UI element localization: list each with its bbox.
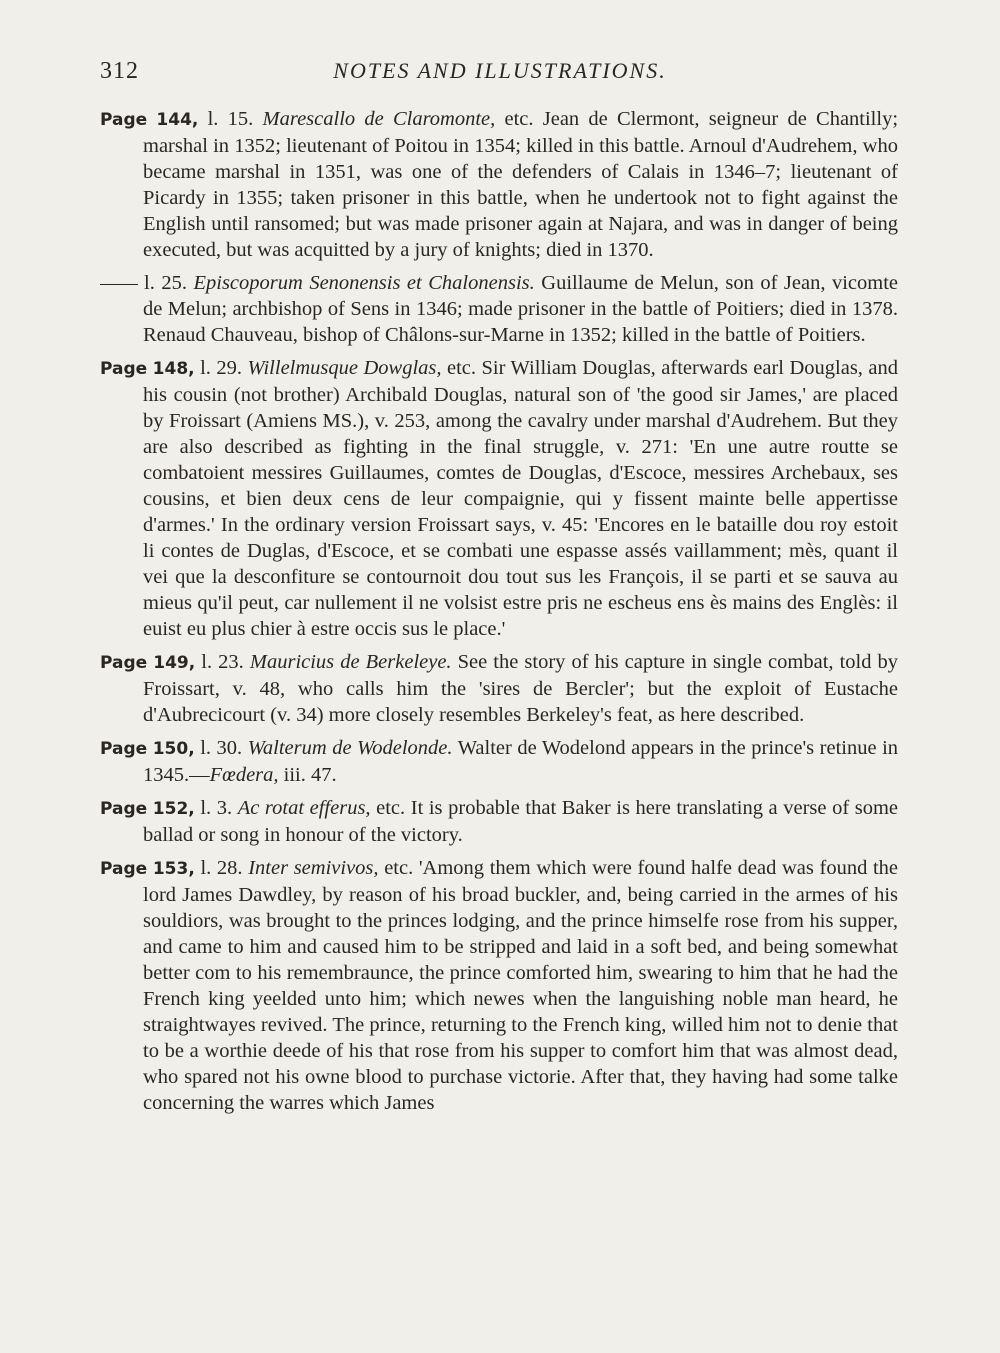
note-page-153 <box>100 855 898 1116</box>
line-ref: l. 23. <box>201 651 244 673</box>
page-label: Page <box>100 739 148 759</box>
page-label: Page <box>100 859 148 879</box>
page-label: Page <box>100 653 148 673</box>
line-ref: l. 15. <box>207 108 254 130</box>
page-label: Page <box>100 110 148 130</box>
line-ref: l. 28. <box>200 857 243 879</box>
citation: Marescallo de Claromonte, <box>262 108 496 130</box>
line-ref: l. 3. <box>200 797 233 819</box>
note-text: etc. Jean de Clermont, seigneur de Chantilly; marshal in 1352; lieutenant of Poitou in 1354; killed in this battle. Arnoul d'Audrehem, who became marshal in 1351, was one of the defenders of Calais in 1346–7; lieutenant of Picardy in 1355; taken prisoner in this battle, when he undertook not to fight against the English until ransomed; but was made prisoner again at Najara, and was in danger of being executed, but was acquitted by a jury of knights; died in 1370. <box>143 108 899 261</box>
note-text-end: iii. 47. <box>278 764 337 786</box>
page-ref: 152, <box>152 799 195 819</box>
line-ref: l. 30. <box>200 737 243 759</box>
page-number: 312 <box>100 58 139 84</box>
source-citation: Fœdera, <box>209 764 279 786</box>
note-text: etc. Sir William Douglas, afterwards earl Douglas, and his cousin (not brother) Archibald Douglas, natural son of 'the good sir James,' are placed by Froissart (Amiens MS.), v. 253, among the cavalry under marshal d'Audrehem. But they are also described as fighting in the final struggle, v. 271: 'En une autre routte se combatoient messires Guillaumes, comtes de Douglas, d'Escoce, messires Archebaux, ses cousins, et bien deux cens de leur compaignie, qui y fissent mainte belle appertisse d'armes.' In the ordinary version Froissart says, v. 45: 'Encores en le bataille dou roy estoit li contes de Duglas, d'Escoce, et se combati une espasse assés vaillamment; mès, quant il vei que la desconfiture se contournoit dou tout sus les François, il se parti et se sauva au mieus qu'il peut, car nullement il ne volsist estre pris ne escheus ens ès mains des Englès: il euist eu plus chier à estre occis sus le place.' <box>143 357 899 640</box>
page-label: Page <box>100 359 148 379</box>
citation: Ac rotat efferus, <box>237 797 371 819</box>
citation: Willelmusque Dowglas, <box>247 357 442 379</box>
citation: Episcoporum Senonensis et Chalonensis. <box>193 272 535 294</box>
page-ref: 149, <box>153 653 196 673</box>
note-text: etc. It is probable that Baker is here translating a verse of some ballad or song in honour of the victory. <box>143 797 899 846</box>
ditto-dash <box>100 284 138 285</box>
citation: Walterum de Wodelonde. <box>247 737 453 759</box>
note-page-150 <box>100 735 898 788</box>
note-line-25 <box>100 270 898 348</box>
note-page-148 <box>100 355 898 642</box>
note-text: etc. 'Among them which were found halfe dead was found the lord James Dawdley, by reason of his broad buckler, and, being carried in the armes of his souldiors, was brought to the princes lodging, and the prince himselfe rose from his supper, and came to him and caused him to be stripped and laid in a soft bed, and being somewhat better com to his remembraunce, the prince comforted him, swearing to him that he had the French king yeelded unto him; which newes when the languishing noble man heard, he straightwayes revived. The prince, returning to the French king, willed him not to denie that to be a worthie deede of his that rose from his supper to comfort him that was almost dead, who spared not his owne blood to purchase victorie. After that, they having had some talke concerning the warres which James <box>143 857 899 1114</box>
page-ref: 144, <box>156 110 199 130</box>
page-ref: 153, <box>152 859 195 879</box>
line-ref: l. 25. <box>144 272 187 294</box>
page-ref: 150, <box>152 739 195 759</box>
citation: Inter semivivos, <box>248 857 379 879</box>
citation: Mauricius de Berkeleye. <box>249 651 452 673</box>
page-label: Page <box>100 799 148 819</box>
running-title: NOTES AND ILLUSTRATIONS. <box>333 58 667 83</box>
page-header <box>100 52 900 92</box>
note-page-144 <box>100 106 898 263</box>
line-ref: l. 29. <box>200 357 243 379</box>
note-page-152 <box>100 795 898 848</box>
notes-list <box>100 106 898 1123</box>
note-text: Guillaume de Melun, son of Jean, vicomte de Melun; archbishop of Sens in 1346; made prisoner in the battle of Poitiers; died in 1378. Renaud Chauveau, bishop of Châlons-sur-Marne in 1352; killed in the battle of Poitiers. <box>143 272 899 346</box>
note-text: Walter de Wodelond appears in the prince's retinue in 1345.— <box>143 737 899 786</box>
note-text: See the story of his capture in single combat, told by Froissart, v. 48, who calls him the 'sires de Bercler'; but the exploit of Eustache d'Aubrecicourt (v. 34) more closely resembles Berkeley's feat, as here described. <box>143 651 899 726</box>
note-page-149 <box>100 649 898 728</box>
page-ref: 148, <box>152 359 195 379</box>
